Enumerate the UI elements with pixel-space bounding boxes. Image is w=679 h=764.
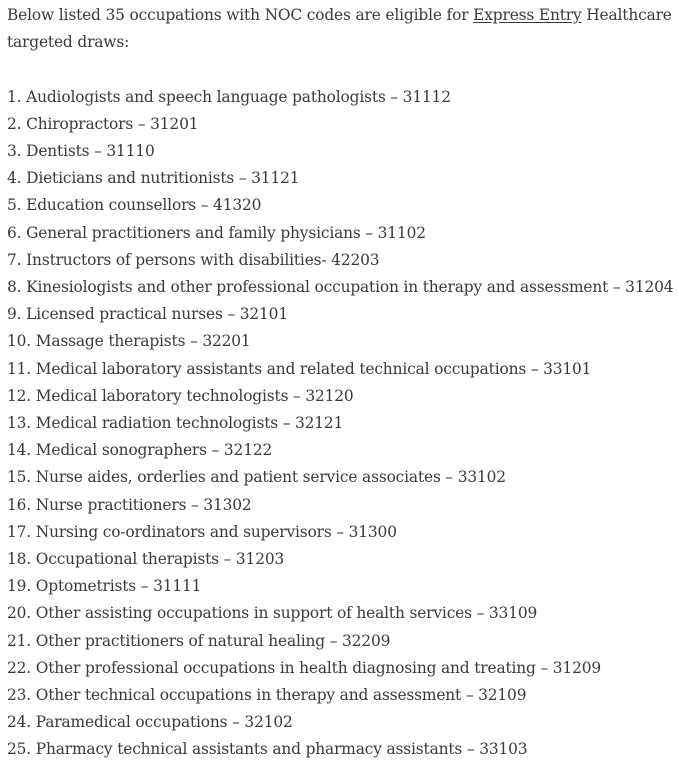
list-item: 23. Other technical occupations in therapy and assessment – 32109	[7, 686, 527, 705]
list-item: 2. Chiropractors – 31201	[7, 114, 199, 133]
list-item: 7. Instructors of persons with disabilities- 42203	[7, 250, 380, 269]
list-item: 25. Pharmacy technical assistants and pharmacy assistants – 33103	[7, 740, 528, 759]
list-item: 20. Other assisting occupations in support of health services – 33109	[7, 604, 538, 623]
intro-text-end: Healthcare targeted draws:	[7, 6, 672, 52]
list-item: 8. Kinesiologists and other professional occupation in therapy and assessment – 31204	[7, 278, 674, 297]
list-item: 18. Occupational therapists – 31203	[7, 550, 285, 569]
list-item: 5. Education counsellors – 41320	[7, 196, 262, 215]
list-item: 17. Nursing co-ordinators and supervisors – 31300	[7, 522, 397, 541]
intro-paragraph	[7, 2, 672, 56]
list-item: 14. Medical sonographers – 32122	[7, 441, 273, 460]
list-item: 12. Medical laboratory technologists – 32120	[7, 386, 354, 405]
list-item: 21. Other practitioners of natural healing – 32209	[7, 631, 391, 650]
list-item: 1. Audiologists and speech language pathologists – 31112	[7, 87, 451, 106]
intro-text: Below listed 35 occupations with NOC codes are eligible for	[7, 6, 474, 24]
list-item: 13. Medical radiation technologists – 32121	[7, 414, 344, 433]
list-item: 3. Dentists – 31110	[7, 142, 155, 160]
list-item: 24. Paramedical occupations – 32102	[7, 713, 293, 732]
list-item: 10. Massage therapists – 32201	[7, 332, 251, 351]
express-entry-link[interactable]: Express Entry	[473, 6, 582, 24]
list-item: 15. Nurse aides, orderlies and patient service associates – 33102	[7, 468, 506, 487]
list-item: 6. General practitioners and family physicians – 31102	[7, 223, 426, 242]
occupation-list	[7, 84, 679, 764]
list-item: 22. Other professional occupations in health diagnosing and treating – 31209	[7, 658, 601, 677]
list-item: 9. Licensed practical nurses – 32101	[7, 305, 288, 324]
list-item: 11. Medical laboratory assistants and related technical occupations – 33101	[7, 359, 592, 378]
list-item: 16. Nurse practitioners – 31302	[7, 495, 252, 514]
list-item: 19. Optometrists – 31111	[7, 577, 202, 596]
article-content	[7, 2, 679, 764]
list-item: 4. Dieticians and nutritionists – 31121	[7, 169, 300, 188]
